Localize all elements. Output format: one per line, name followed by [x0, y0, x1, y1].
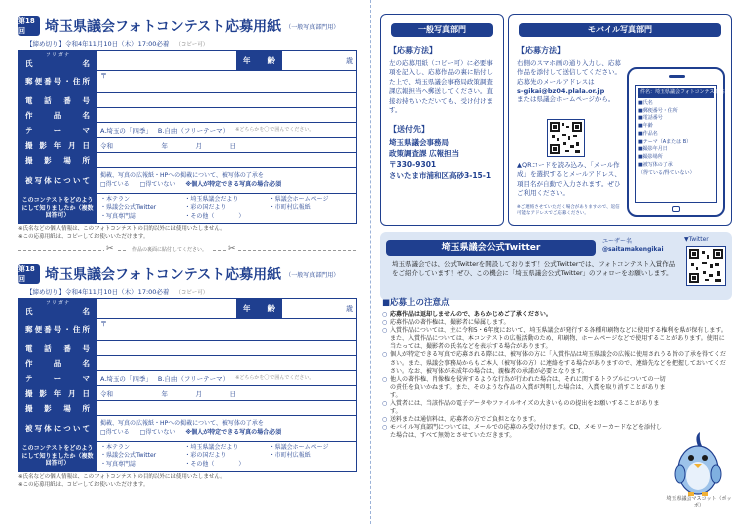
scissors-icon: ✂ [228, 244, 236, 254]
mobile-header: モバイル写真部門 [519, 23, 721, 37]
name-label: フ リ ガ ナ 氏 名 [19, 51, 97, 71]
entry-email[interactable]: s-gikai@bz04.plala.or.jp [517, 87, 605, 96]
place-field[interactable] [97, 153, 357, 168]
place-label: 撮影場所 [19, 153, 97, 168]
entry-notes [382, 296, 727, 441]
note-item: ○ 他人の著作権、肖像権を侵害するような行為が行われた場合は、それに関するトラブルについての一切の責任を負いかねます。また、そのような作品の入賞が判明した場合は、入賞を取り消すことがあります。 [382, 375, 666, 399]
form-table [18, 50, 357, 224]
date-field[interactable]: 令和 年 月 日 [97, 138, 357, 153]
phone-label: 電話番号 [19, 341, 97, 356]
age-label: 年 齢 [237, 299, 282, 319]
address-label: 郵便番号・住所 [19, 71, 97, 93]
dest-org: 埼玉県議会事務局 [389, 137, 449, 147]
theme-label: テーマ [19, 123, 97, 138]
work-title-label: 作品名 [19, 356, 97, 371]
theme-field[interactable]: A.埼玉の「四季」 B.自由（フリーテーマ） ※どちらかを〇で囲んでください。 [97, 371, 357, 386]
address-field[interactable]: 〒 [97, 71, 357, 93]
general-section [380, 14, 504, 226]
phone-home-button [672, 206, 680, 212]
dest-address: さいたま市浦和区高砂3-15-1 [389, 170, 492, 180]
general-method-title: 【応募方法】 [389, 46, 437, 55]
theme-field[interactable]: A.埼玉の「四季」 B.自由（フリーテーマ） ※どちらかを〇で囲んでください。 [97, 123, 357, 138]
subject-field[interactable]: 掲載、写真の広報紙・HPへの掲載について、被写体の了承を □得ている □得ていない ※個人が特定できる写真の場合必須 [97, 168, 357, 194]
media-options[interactable]: ・本テラン ・埼玉県議会だより ・県議会ホームページ ・県議会公式Twitter ・彩の国だより ・市町村広報紙 ・写真専門誌 ・その他（ ） [97, 194, 357, 224]
name-label: フ リ ガ ナ 氏 名 [19, 299, 97, 319]
form-footnotes: ※氏名などの個人情報は、このフォトコンテストの目的以外には使用いたしません。 ※この応募用紙は、コピーしてお使いいただけます。 [18, 474, 226, 488]
phone-screen: 件名：埼玉県議会フォトコンテスト応募 ■氏名 ■郵便番号・住所 ■電話番号 ■年齢 ■作品名 ■テーマ（Aまたは B） ■撮影年月日 ■撮影場所 ■被写体の了承 （得ている/得ていない） [635, 85, 717, 203]
note-item: ○ 応募作品の著作権は、撮影者に帰属します。 [382, 319, 510, 327]
name-field[interactable] [97, 51, 237, 71]
edition-badge: 第18回 [18, 264, 40, 284]
work-title-field[interactable] [97, 356, 357, 371]
twitter-handle[interactable]: @saitamakengikai [602, 245, 664, 253]
name-field[interactable] [97, 299, 237, 319]
form-title: 埼玉県議会フォトコンテスト応募用紙 [45, 267, 282, 283]
note-item: ○ 入賞作品については、主に令和5・6年度において、埼玉県議会が発行する各種印刷物などに使用する権利を県が保有します。また、入賞作品については、本コンテストの広報活動のため、印刷物、ホームページなどで使用することがあります。使用に当たっては、撮影者の氏名などを表示する場合があります。 [382, 327, 727, 351]
theme-label: テーマ [19, 371, 97, 386]
place-field[interactable] [97, 401, 357, 416]
mobile-method-text2: または県議会ホームページから。 [517, 95, 615, 104]
note-item: ○ 応募作品は返却しませんので、あらかじめご了承ください。 [382, 311, 552, 318]
subject-label: 被写体について [19, 416, 97, 442]
form-subtitle: （一般写真部門用） [285, 23, 340, 31]
form-table [18, 298, 357, 472]
mascot-bird-icon [672, 428, 724, 498]
entry-form-2 [18, 262, 356, 489]
edition-badge: 第18回 [18, 16, 40, 36]
mobile-method-title: 【応募方法】 [517, 46, 565, 55]
mascot-caption: 埼玉県議会マスコット（ポッポ） [666, 496, 732, 509]
dest-zip: 〒330-9301 [389, 159, 437, 169]
email-qr-code[interactable] [547, 119, 585, 157]
form-subtitle: （一般写真部門用） [285, 271, 340, 279]
note-item: ○ 入賞者には、当該作品の電子データやファイルサイズの大きいものの提出をお願いすることがあります。 [382, 400, 660, 416]
subject-label: 被写体について [19, 168, 97, 194]
qr-note: ※ご連絡させていただく場合がありますので、返信可能なアドレスでご応募ください。 [517, 205, 620, 216]
center-fold-line [370, 0, 371, 524]
mobile-method-text: 右側のスマホ画の通り入力し、応募作品を添付して送信してください。応募先のメールアドレスは [517, 59, 621, 86]
twitter-qr-label: ▼Twitter [684, 236, 709, 243]
deadline: 【締め切り】令和4年11月10日（木）17:00必着 （コピー可） [26, 288, 209, 296]
entry-form-1 [18, 14, 356, 241]
note-item: ○ 個人が特定できる写真で応募される際には、被写体の方に「入賞作品は埼玉県議会の広報に使用されうる旨の了承を得てください。また、県議会事務局からもご本人（被写体の方）に連絡をする場合がありますので、連絡先などを把握しておいてください。なお、被写体が未成年の場合は、親権者の承諾が必要となります。 [382, 351, 727, 375]
age-field[interactable]: 歳 [282, 51, 357, 71]
cut-instruction: 作品の裏面に貼付してください。 [128, 246, 211, 253]
general-method-text: 左の応募用紙（コピー可）に必要事項を記入し、応募作品の裏に貼付した上で、埼玉県議会事務局政策調査課広報担当へ郵送してください。直接お持ちいただいても、受け付けます。 [389, 59, 493, 115]
phone-label: 電話番号 [19, 93, 97, 108]
media-label: このコンテストをどのようにして知りましたか（複数回答可） [19, 442, 97, 472]
note-item: ○ 送料または通信料は、応募者の方でご負担となります。 [382, 416, 540, 424]
place-label: 撮影場所 [19, 401, 97, 416]
media-options[interactable]: ・本テラン ・埼玉県議会だより ・県議会ホームページ ・県議会公式Twitter ・彩の国だより ・市町村広報紙 ・写真専門誌 ・その他（ ） [97, 442, 357, 472]
right-page [372, 0, 740, 524]
date-field[interactable]: 令和 年 月 日 [97, 386, 357, 401]
qr-instruction: ▲QRコードを読み込み、「メール作成」を選択するとメールアドレス、項目名が自動で入力されます。ぜひご利用ください。 [517, 161, 621, 198]
phone-field[interactable] [97, 93, 357, 108]
work-title-field[interactable] [97, 108, 357, 123]
date-label: 撮影年月日 [19, 386, 97, 401]
twitter-title: 埼玉県議会公式Twitter [386, 240, 596, 256]
phone-speaker [669, 75, 685, 78]
mobile-section [508, 14, 732, 226]
dest-dept: 政策調査課 広報担当 [389, 148, 460, 158]
address-label: 郵便番号・住所 [19, 319, 97, 341]
destination-title: 【送付先】 [389, 124, 429, 134]
scissors-icon: ✂ [106, 244, 114, 254]
age-label: 年 齢 [237, 51, 282, 71]
twitter-user: ユーザー名 @saitamakengikai [602, 238, 682, 254]
media-label: このコンテストをどのようにして知りましたか（複数回答可） [19, 194, 97, 224]
work-title-label: 作品名 [19, 108, 97, 123]
twitter-text: 埼玉県議会では、公式Twitterを開設しております！公式Twitterでは、フォトコンテスト入賞作品をご紹介しています！ぜひ、この機会に「埼玉県議会公式Twitter」のフォローをお願いします。 [392, 260, 676, 278]
twitter-section [380, 232, 732, 300]
phone-field[interactable] [97, 341, 357, 356]
form-footnotes: ※氏名などの個人情報は、このフォトコンテストの目的以外には使用いたしません。 ※この応募用紙は、コピーしてお使いいただけます。 [18, 226, 226, 240]
address-field[interactable]: 〒 [97, 319, 357, 341]
phone-mockup [627, 67, 730, 217]
twitter-qr-code[interactable] [686, 246, 726, 286]
subject-field[interactable]: 掲載、写真の広報紙・HPへの掲載について、被写体の了承を □得ている □得ていない ※個人が特定できる写真の場合必須 [97, 416, 357, 442]
date-label: 撮影年月日 [19, 138, 97, 153]
notes-title: ■応募上の注意点 [382, 298, 450, 308]
deadline: 【締め切り】令和4年11月10日（木）17:00必着 （コピー可） [26, 40, 209, 48]
general-header: 一般写真部門 [391, 23, 493, 37]
form-title: 埼玉県議会フォトコンテスト応募用紙 [45, 19, 282, 35]
age-field[interactable]: 歳 [282, 299, 357, 319]
note-item: ○ モバイル写真部門については、メールでの応募のみ受け付けます。CD、メモリーカードなどを添付した場合は、すべて無効とさせていただきます。 [382, 424, 662, 440]
